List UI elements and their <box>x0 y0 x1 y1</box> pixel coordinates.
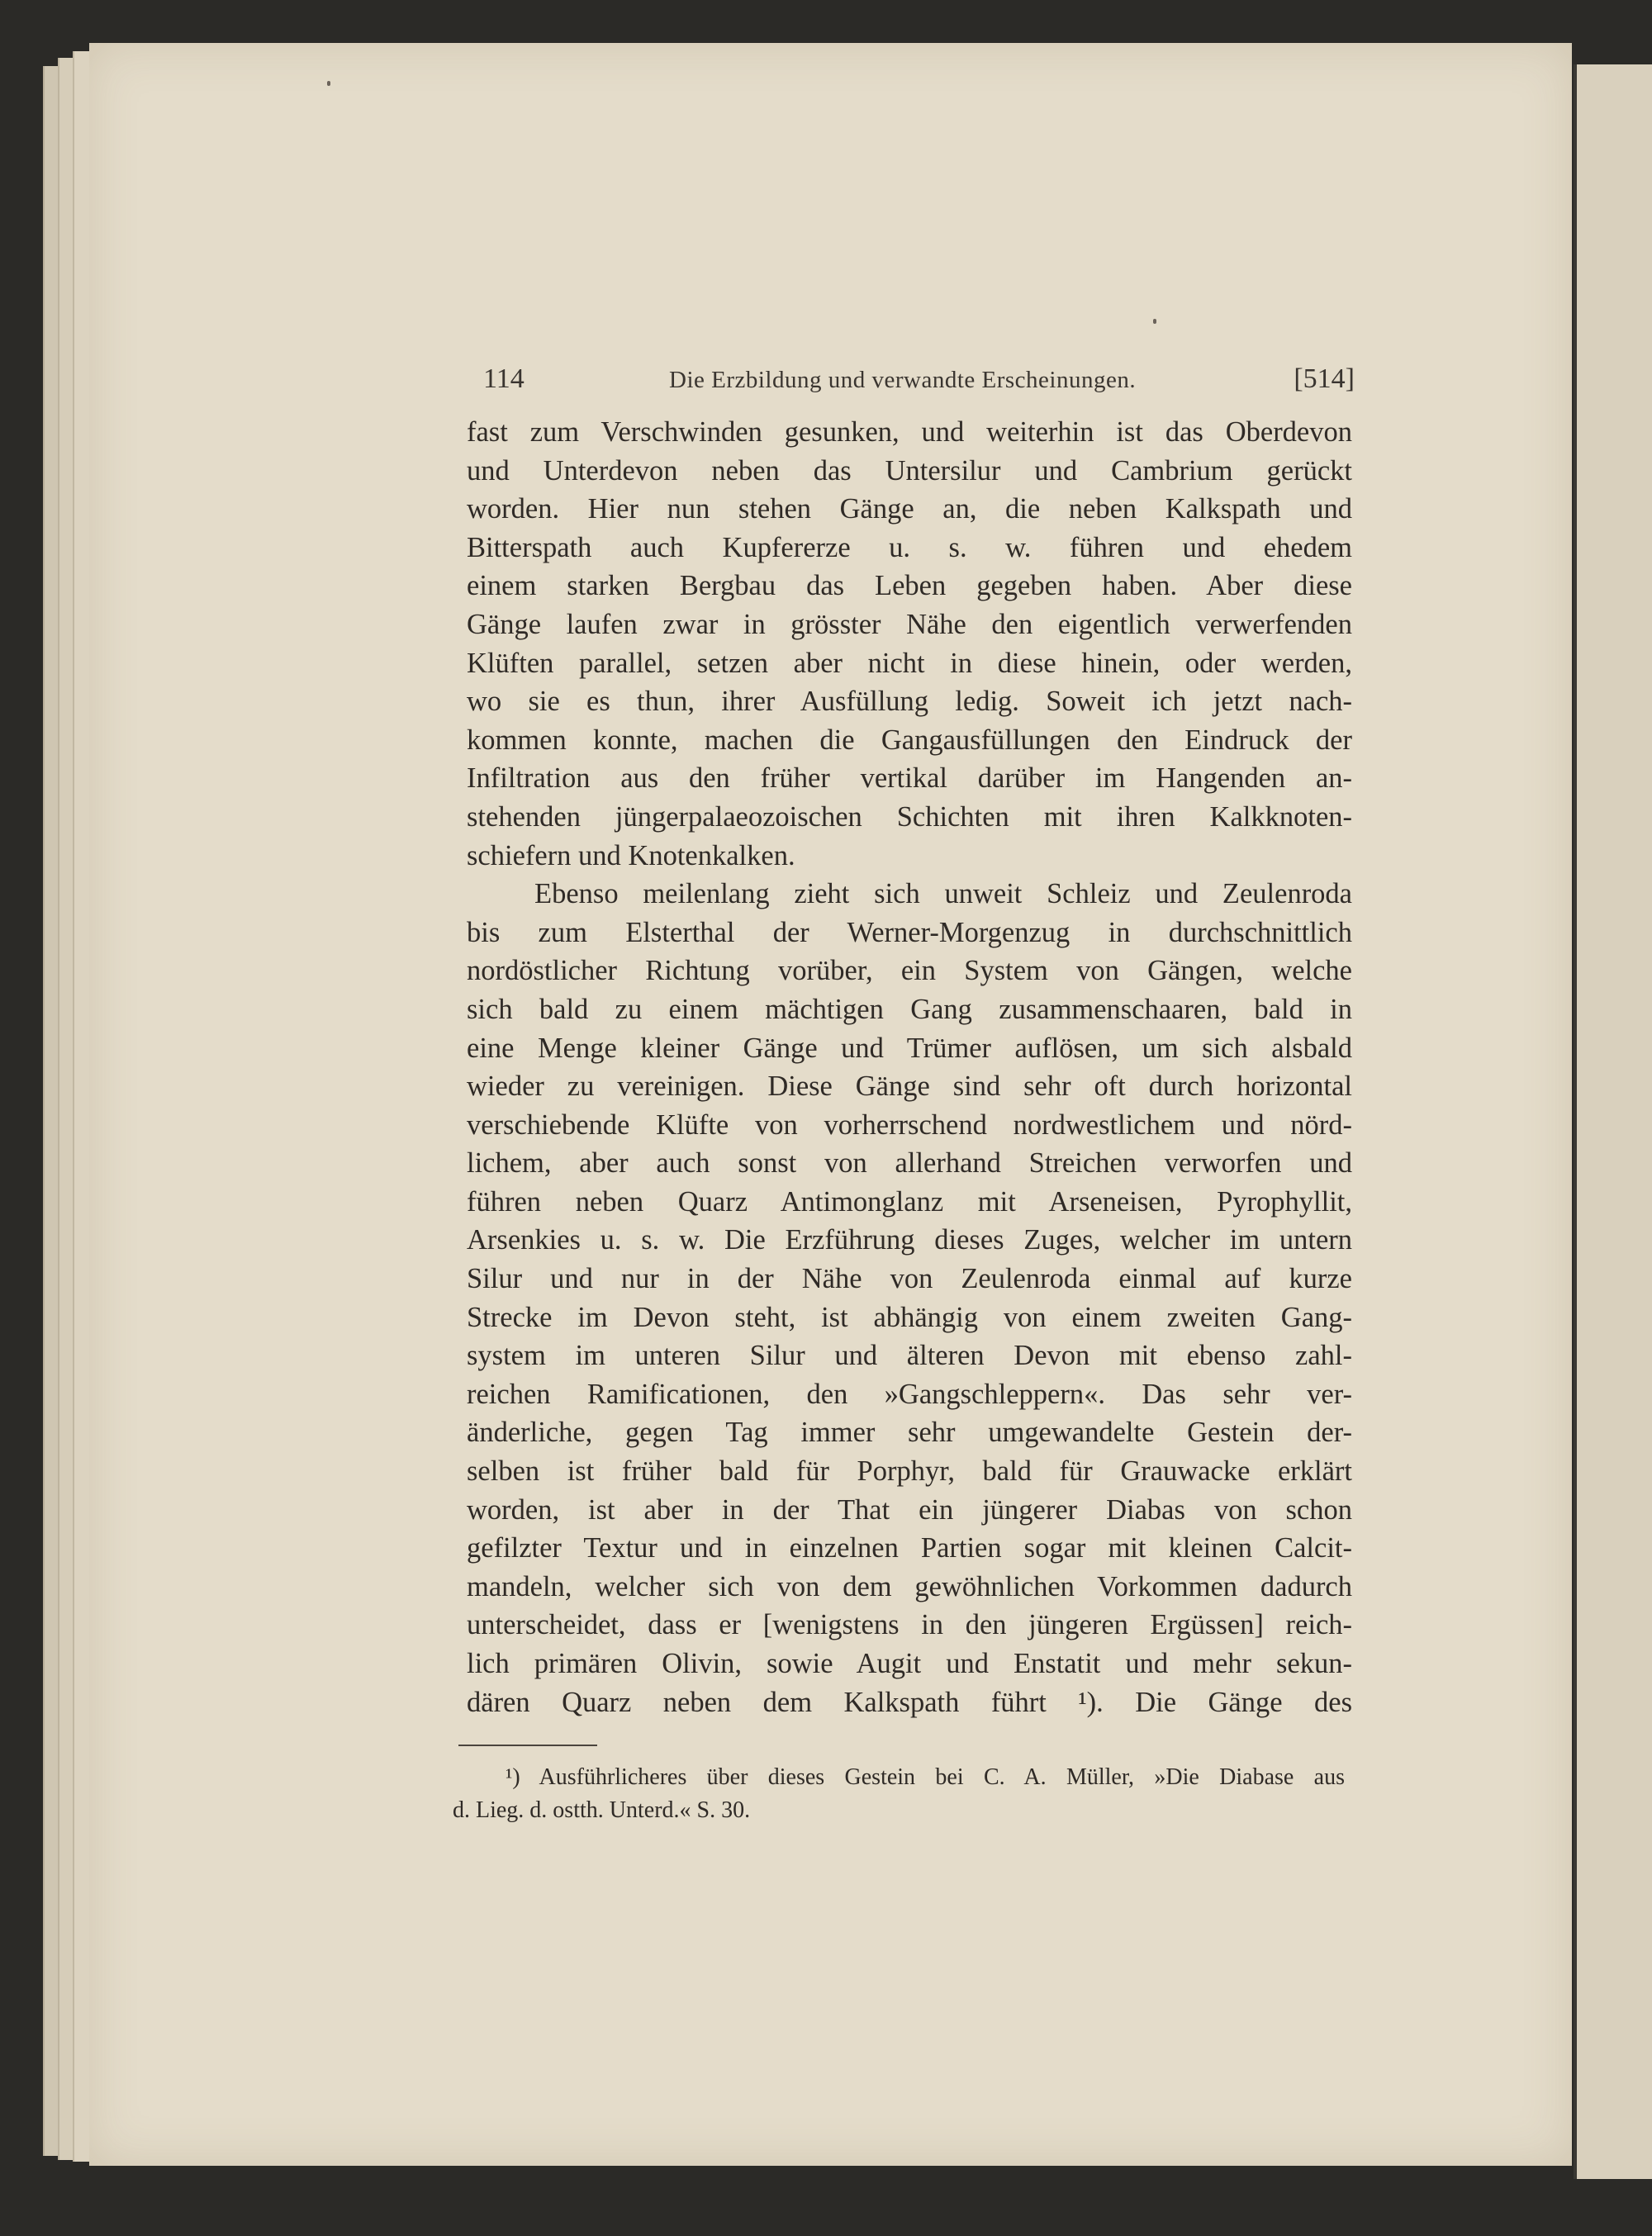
text-line: worden. Hier nun stehen Gänge an, die neben Kalkspath und <box>467 493 1352 525</box>
text-line: selben ist früher bald für Porphyr, bald für Grauwacke erklärt <box>467 1455 1352 1488</box>
text-line: wo sie es thun, ihrer Ausfüllung ledig. Soweit ich jetzt nach- <box>467 686 1352 718</box>
bracket-page-number: [514] <box>1294 363 1355 394</box>
footnote-line: ¹) Ausführlicheres über dieses Gestein bei C. A. Müller, »Die Diabase aus <box>506 1764 1345 1790</box>
text-line: nordöstlicher Richtung vorüber, ein System von Gängen, welche <box>467 955 1352 987</box>
text-line: fast zum Verschwinden gesunken, und weiterhin ist das Oberdevon <box>467 416 1352 448</box>
body-text <box>467 413 1352 1721</box>
text-line: gefilzter Textur und in einzelnen Partien sogar mit kleinen Calcit- <box>467 1532 1352 1564</box>
text-line: bis zum Elsterthal der Werner-Morgenzug in durchschnittlich <box>467 916 1352 948</box>
paper-speck <box>1153 319 1156 324</box>
text-line: Silur und nur in der Nähe von Zeulenroda einmal auf kurze <box>467 1263 1352 1295</box>
page-number: 114 <box>483 363 525 394</box>
text-line: Infiltration aus den früher vertikal darüber im Hangenden an- <box>467 762 1352 795</box>
text-line: kommen konnte, machen die Gangausfüllungen den Eindruck der <box>467 724 1352 756</box>
text-line: und Unterdevon neben das Untersilur und Cambrium gerückt <box>467 454 1352 487</box>
text-line: Gänge laufen zwar in grösster Nähe den eigentlich verwerfenden <box>467 608 1352 640</box>
paper-speck <box>327 81 330 86</box>
text-line: mandeln, welcher sich von dem gewöhnlichen Vorkommen dadurch <box>467 1570 1352 1602</box>
text-line: lich primären Olivin, sowie Augit und Enstatit und mehr sekun- <box>467 1648 1352 1679</box>
text-line: unterscheidet, dass er [wenigstens in den jüngeren Ergüssen] reich- <box>467 1609 1352 1641</box>
text-line: dären Quarz neben dem Kalkspath führt ¹). Die Gänge des <box>467 1686 1352 1718</box>
text-line: einem starken Bergbau das Leben gegeben haben. Aber diese <box>467 570 1352 602</box>
text-line: worden, ist aber in der That ein jüngerer Diabas von schon <box>467 1493 1352 1526</box>
facing-page-edge <box>1574 64 1652 2179</box>
text-line: sich bald zu einem mächtigen Gang zusammenschaaren, bald in <box>467 993 1352 1025</box>
text-line: verschiebende Klüfte von vorherrschend nordwestlichem und nörd- <box>467 1109 1352 1141</box>
text-line: Bitterspath auch Kupfererze u. s. w. führen und ehedem <box>467 531 1352 563</box>
text-line: schiefern und Knotenkalken. <box>467 839 795 871</box>
text-line: eine Menge kleiner Gänge und Trümer auflösen, um sich alsbald <box>467 1032 1352 1064</box>
running-header <box>483 363 1355 405</box>
text-line: stehenden jüngerpalaeozoischen Schichten mit ihren Kalkknoten- <box>467 800 1352 833</box>
text-line: Arsenkies u. s. w. Die Erzführung dieses Zuges, welcher im untern <box>467 1224 1352 1256</box>
text-line: system im unteren Silur und älteren Devon mit ebenso zahl- <box>467 1340 1352 1372</box>
text-line: lichem, aber auch sonst von allerhand Streichen verworfen und <box>467 1147 1352 1180</box>
text-line: Klüften parallel, setzen aber nicht in diese hinein, oder werden, <box>467 647 1352 679</box>
footnote-line: d. Lieg. d. ostth. Unterd.« S. 30. <box>453 1797 751 1823</box>
text-line: wieder zu vereinigen. Diese Gänge sind sehr oft durch horizontal <box>467 1071 1352 1103</box>
text-line: änderliche, gegen Tag immer sehr umgewandelte Gestein der- <box>467 1417 1352 1449</box>
text-line: Ebenso meilenlang zieht sich unweit Schleiz und Zeulenroda <box>534 878 1352 910</box>
running-title: Die Erzbildung und verwandte Erscheinungen. <box>669 367 1137 393</box>
text-line: Strecke im Devon steht, ist abhängig von einem zweiten Gang- <box>467 1301 1352 1333</box>
text-line: führen neben Quarz Antimonglanz mit Arseneisen, Pyrophyllit, <box>467 1185 1352 1218</box>
text-line: reichen Ramificationen, den »Gangschleppern«. Das sehr ver- <box>467 1378 1352 1410</box>
footnote-rule <box>458 1745 597 1746</box>
footnote <box>453 1761 1345 1827</box>
